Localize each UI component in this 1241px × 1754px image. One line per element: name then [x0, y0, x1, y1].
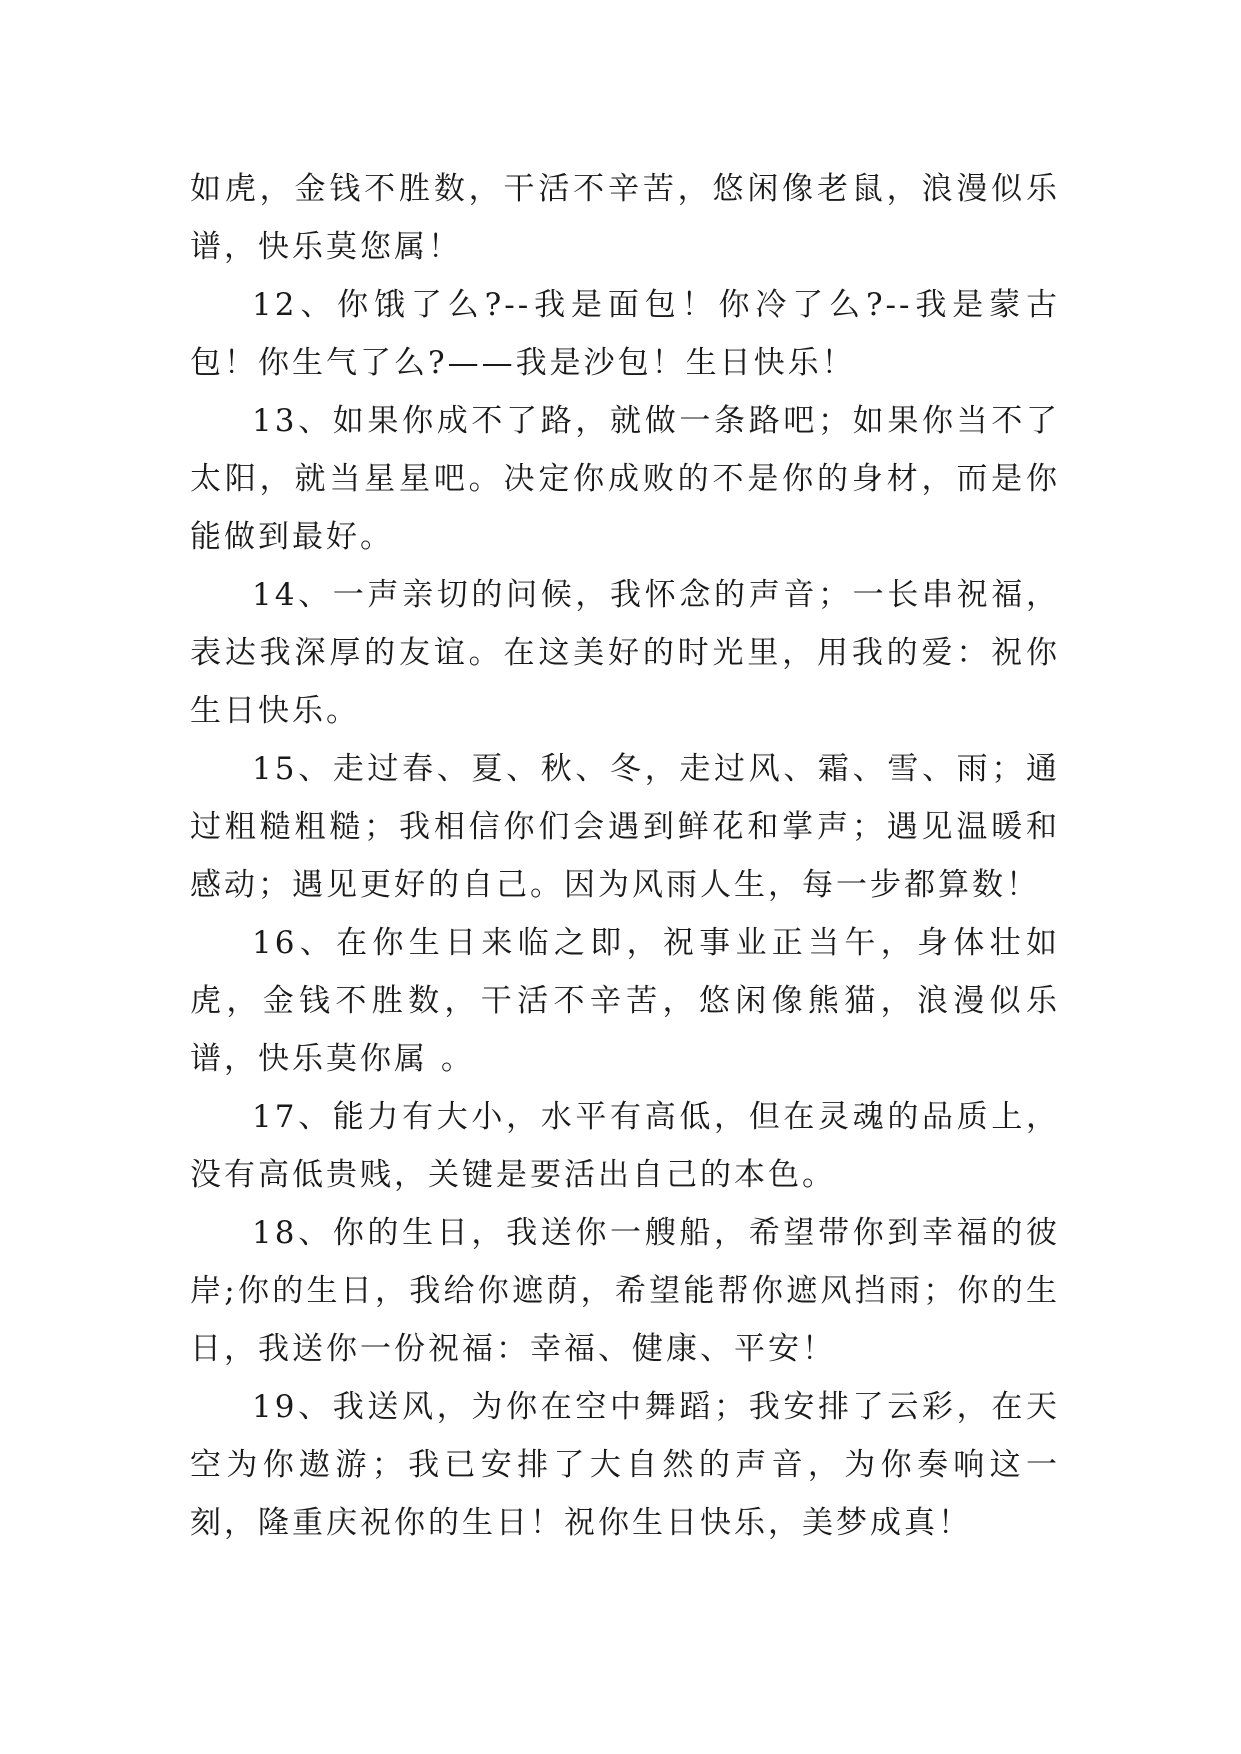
- paragraph-item-17: 17、能力有大小，水平有高低，但在灵魂的品质上，没有高低贵贱，关键是要活出自己的本色。: [190, 1099, 1060, 1193]
- paragraph-item-13: 13、如果你成不了路，就做一条路吧；如果你当不了太阳，就当星星吧。决定你成败的不是你的身材，而是你能做到最好。: [190, 403, 1060, 555]
- paragraph-item-19: 19、我送风，为你在空中舞蹈；我安排了云彩，在天空为你遨游；我已安排了大自然的声音，为你奏响这一刻，隆重庆祝你的生日！祝你生日快乐，美梦成真！: [190, 1389, 1060, 1541]
- paragraph-item-12: 12、你饿了么?--我是面包！你冷了么?--我是蒙古包！你生气了么?——我是沙包！生日快乐！: [190, 287, 1060, 381]
- paragraph-item-14: 14、一声亲切的问候，我怀念的声音；一长串祝福，表达我深厚的友谊。在这美好的时光里，用我的爱：祝你生日快乐。: [190, 577, 1060, 729]
- paragraph-continuation: 如虎，金钱不胜数，干活不辛苦，悠闲像老鼠，浪漫似乐谱，快乐莫您属！: [190, 171, 1060, 265]
- paragraph-item-18: 18、你的生日，我送你一艘船，希望带你到幸福的彼岸;你的生日，我给你遮荫，希望能帮你遮风挡雨；你的生日，我送你一份祝福：幸福、健康、平安！: [190, 1215, 1060, 1367]
- document-body: [190, 160, 1060, 1552]
- paragraph-item-16: 16、在你生日来临之即，祝事业正当午，身体壮如虎，金钱不胜数，干活不辛苦，悠闲像熊猫，浪漫似乐谱，快乐莫你属 。: [190, 925, 1060, 1077]
- paragraph-item-15: 15、走过春、夏、秋、冬，走过风、霜、雪、雨；通过粗糙粗糙；我相信你们会遇到鲜花和掌声；遇见温暖和感动；遇见更好的自己。因为风雨人生，每一步都算数！: [190, 751, 1060, 903]
